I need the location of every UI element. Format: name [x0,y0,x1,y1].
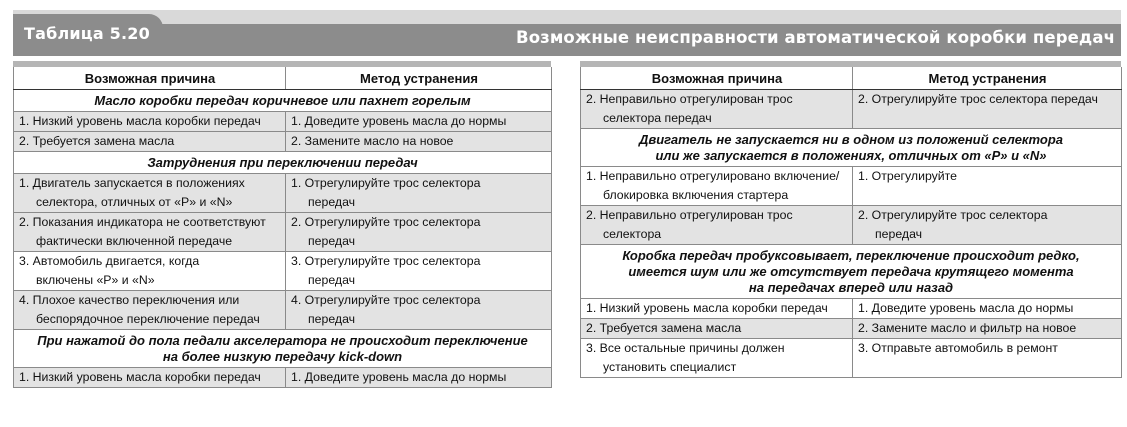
section-header [14,90,552,112]
cell-text-continued: беспорядочное переключение передач [36,312,260,326]
method-cell [286,368,552,388]
cell-text: 4. Плохое качество переключения или [19,293,240,307]
method-cell [853,319,1122,339]
table-row [581,319,1122,339]
section-header [581,129,1122,167]
cell-text: 3. Отрегулируйте трос селектора [291,254,481,268]
section-title [581,245,1122,299]
cause-cell [14,213,286,252]
cell-text: 1. Низкий уровень масла коробки передач [586,301,828,315]
cell-text: 2. Отрегулируйте трос селектора передач [858,92,1098,106]
section-header [14,330,552,368]
table-label: Таблица 5.20 [24,24,150,43]
cell-text: 1. Доведите уровень масла до нормы [291,114,507,128]
column-header-method: Метод устранения [286,67,552,90]
cell-text-continued: селектора [603,227,662,241]
cause-cell [581,319,853,339]
cell-text: 1. Отрегулируйте трос селектора [291,176,481,190]
column-header-cause: Возможная причина [581,67,853,90]
section-header [14,152,552,174]
cause-cell [581,339,853,378]
left-table [13,67,552,388]
cause-cell [14,291,286,330]
left-table-panel [13,61,551,388]
method-cell [853,339,1122,378]
cell-text: 2. Отрегулируйте трос селектора [858,208,1048,222]
cell-text-continued: блокировка включения стартера [603,188,789,202]
right-table-panel [580,61,1121,378]
method-cell [853,206,1122,245]
table-row [14,291,552,330]
cell-text-continued: передач [308,234,356,248]
cause-cell [14,112,286,132]
table-row [14,368,552,388]
cause-cell [581,167,853,206]
section-title-line: на передачах вперед или назад [748,280,954,295]
cell-text: 3. Автомобиль двигается, когда [19,254,200,268]
cell-text-continued: установить специалист [603,360,737,374]
section-title-line: или же запускается в положениях, отличных от «P» и «N» [655,148,1047,163]
cause-cell [581,206,853,245]
table-row [14,174,552,213]
cell-text: 1. Двигатель запускается в положениях [19,176,245,190]
table-row [581,339,1122,378]
cell-text-continued: передач [875,227,923,241]
cell-text: 2. Неправильно отрегулирован трос [586,92,793,106]
cell-text: 1. Доведите уровень масла до нормы [291,370,507,384]
section-title-line: При нажатой до пола педали акселератора не происходит переключение [37,333,528,348]
table-row [581,90,1122,129]
cell-text: 3. Все остальные причины должен [586,341,785,355]
column-header-cause: Возможная причина [14,67,286,90]
section-title: Затруднения при переключении передач [14,152,552,174]
cell-text: 1. Низкий уровень масла коробки передач [19,370,261,384]
column-header-row [14,67,552,90]
cell-text: 1. Доведите уровень масла до нормы [858,301,1074,315]
cell-text-continued: передач [308,312,356,326]
cause-cell [581,90,853,129]
section-title [14,330,552,368]
method-cell [286,174,552,213]
method-cell [286,291,552,330]
column-header-row [581,67,1122,90]
cell-text: 4. Отрегулируйте трос селектора [291,293,481,307]
cell-text: 1. Низкий уровень масла коробки передач [19,114,261,128]
section-title-line: Коробка передач пробуксовывает, переключение происходит редко, [622,248,1080,263]
cause-cell [14,252,286,291]
cell-text: 3. Отправьте автомобиль в ремонт [858,341,1058,355]
cell-text: 2. Замените масло и фильтр на новое [858,321,1077,335]
column-header-method: Метод устранения [853,67,1122,90]
cause-cell [581,299,853,319]
cell-text-continued: фактически включенной передаче [36,234,233,248]
table-row [14,112,552,132]
table-row [581,167,1122,206]
cause-cell [14,174,286,213]
section-title-line: на более низкую передачу kick-down [162,349,403,364]
table-title: Возможные неисправности автоматической коробки передач [516,28,1115,47]
method-cell [286,132,552,152]
method-cell [853,167,1122,206]
cell-text: 2. Неправильно отрегулирован трос [586,208,793,222]
table-row [14,132,552,152]
right-table [580,67,1122,378]
cell-text: 1. Неправильно отрегулировано включение/ [586,169,840,183]
cause-cell [14,132,286,152]
method-cell [286,213,552,252]
table-row [14,213,552,252]
method-cell [286,112,552,132]
cell-text: 2. Показания индикатора не соответствуют [19,215,266,229]
cell-text-continued: включены «P» и «N» [36,273,155,287]
method-cell [853,90,1122,129]
method-cell [853,299,1122,319]
section-title-line: Двигатель не запускается ни в одном из положений селектора [638,132,1064,147]
cell-text: 2. Требуется замена масла [586,321,742,335]
cell-text-continued: селектора, отличных от «P» и «N» [36,195,233,209]
cell-text: 2. Требуется замена масла [19,134,175,148]
cell-text-continued: передач [308,195,356,209]
cell-text-continued: селектора передач [603,111,712,125]
table-row [14,252,552,291]
cell-text: 2. Отрегулируйте трос селектора [291,215,481,229]
table-row [581,206,1122,245]
section-title: Масло коробки передач коричневое или пахнет горелым [14,90,552,112]
table-row [581,299,1122,319]
cell-text: 1. Отрегулируйте [858,169,958,183]
section-header [581,245,1122,299]
cell-text-continued: передач [308,273,356,287]
cause-cell [14,368,286,388]
method-cell [286,252,552,291]
section-title-line: имеется шум или же отсутствует передача крутящего момента [628,264,1074,279]
section-title [581,129,1122,167]
cell-text: 2. Замените масло на новое [291,134,454,148]
